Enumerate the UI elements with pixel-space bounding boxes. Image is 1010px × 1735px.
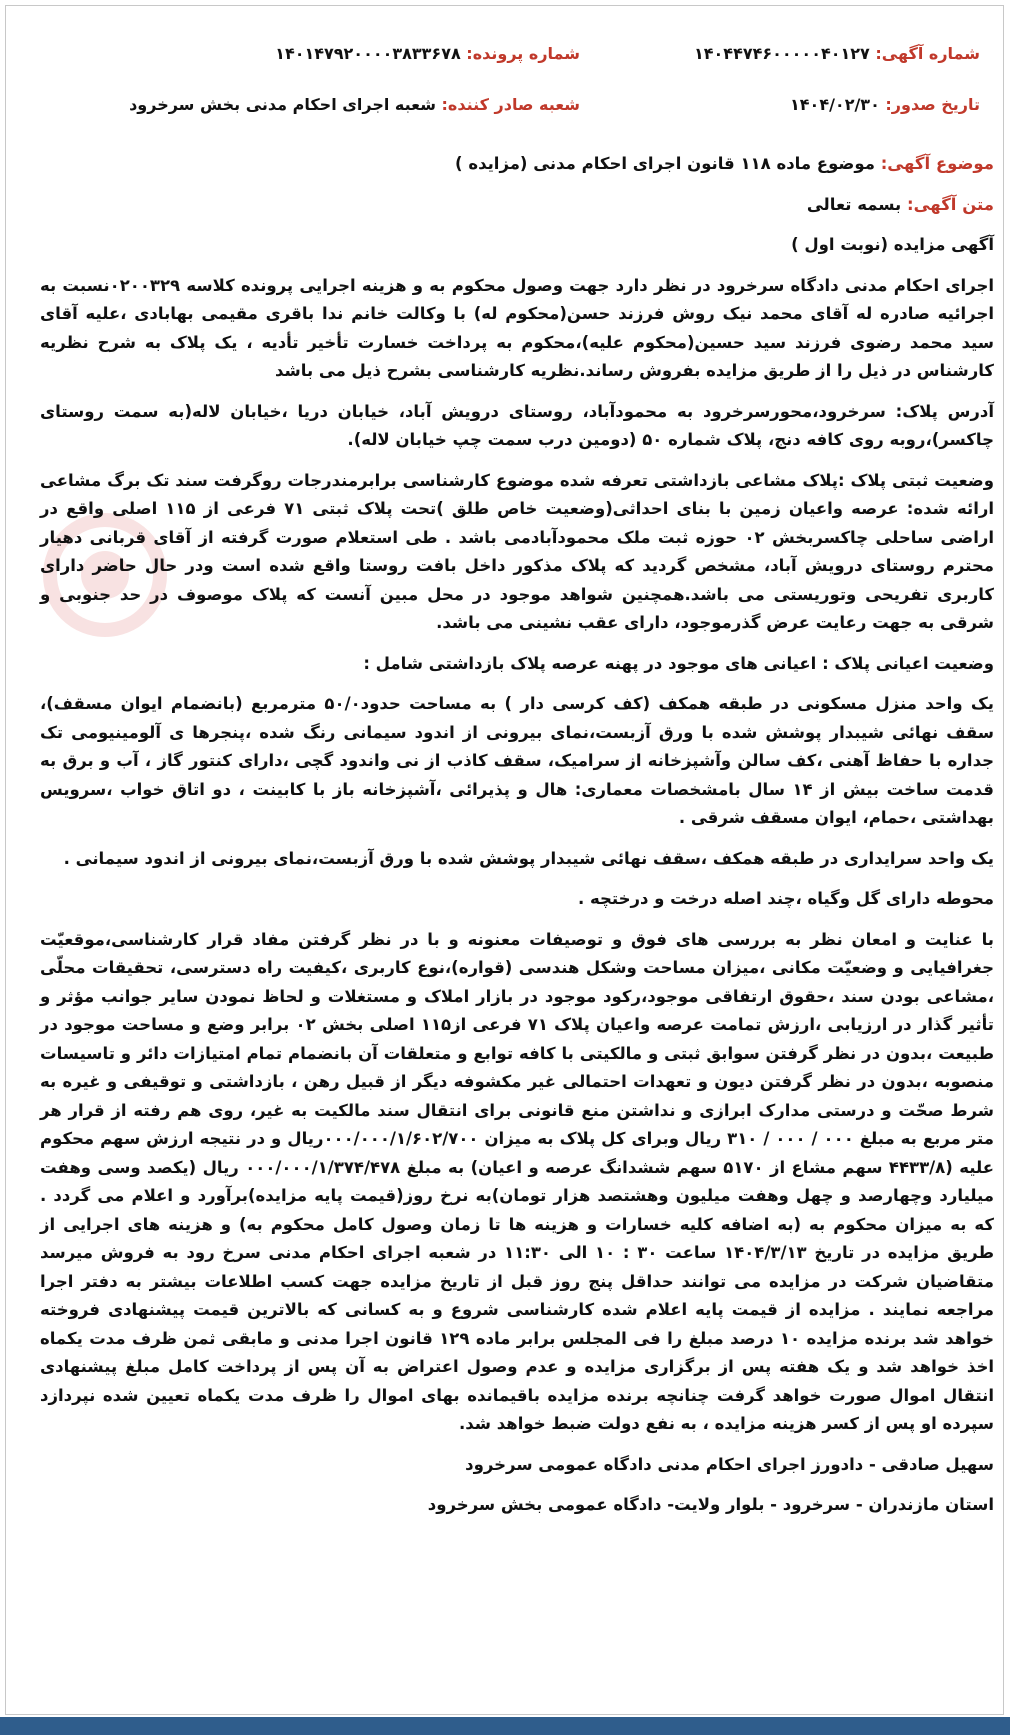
body-intro-value: بسمه تعالی — [806, 194, 902, 214]
issue-date-row — [790, 95, 980, 114]
notice-content — [40, 150, 994, 1532]
signature: سهیل صادقی - دادورز اجرای احکام مدنی دادگاه عمومی سرخرود — [465, 1454, 994, 1474]
issue-date: ۱۴۰۴/۰۲/۳۰ — [790, 95, 880, 114]
file-number-row — [275, 44, 580, 63]
issuing-branch-label: شعبه صادر کننده: — [441, 95, 580, 114]
file-number-label: شماره پرونده: — [466, 44, 580, 63]
court-address: استان مازندران - سرخرود - بلوار ولایت- دادگاه عمومی بخش سرخرود — [427, 1495, 994, 1514]
subject-row — [40, 150, 994, 179]
notice-title: آگهی مزایده (نوبت اول ) — [791, 235, 994, 254]
bottom-bar — [0, 1717, 1010, 1735]
notice-number-row — [694, 44, 980, 63]
notice-number-label: شماره آگهی: — [875, 44, 980, 63]
notice-number: ۱۴۰۴۴۷۴۶۰۰۰۰۰۴۰۱۲۷ — [694, 44, 870, 63]
paragraph: با عنایت و امعان نظر به بررسی های فوق و توصیفات معنونه و با در نظر گرفتن مفاد قرار کارشناسی،موقعیّت جغرافیایی و وضعیّت مکانی ،میزان مساحت وشکل هندسی (قواره)،نوع کاربری ،کیفیت راه دسترسی، تحقیقات محلّی ،مشاعی بودن سند ،حقوق ارتفاقی موجود،رکود موجود در بازار املاک و مستغلات و لحاظ نمودن سایر جوانب مؤثر و تأثیر گذار در ارزیابی ،ارزش تمامت عرصه واعیان پلاک ۷۱ فرعی از۱۱۵ اصلی بخش ۰۲ برابر وضع و مساحت موجود در طبیعت ،بدون در نظر گرفتن سوابق ثبتی و مالکیتی با کافه توابع و متعلقات آن بانضمام تمام امتیازات دائر و تاسیسات منصوبه ،بدون در نظر گرفتن دیون و تعهدات احتمالی غیر مکشوفه دیگر از قبیل رهن ، بازداشتی و توقیفی و غیره به شرط صحّت و درستی مدارک ابرازی و نداشتن منع قانونی برای انتقال سند مالکیت به غیر، روی هم رفته از قرار هر متر مربع به مبلغ ۰۰۰ / ۰۰۰ / ۳۱۰ ریال وبرای کل پلاک به میزان ۰۰۰/۰۰۰/۱/۶۰۲/۷۰۰ریال و در نتیجه ارزش سهم محکوم علیه (۴۴۳۳/۸ سهم مشاع از ۵۱۷۰ سهم ششدانگ عرصه و اعیان) به مبلغ ۰۰۰/۰۰۰/۱/۳۷۴/۴۷۸ ریال (یکصد وسی وهفت میلیارد وچهارصد و چهل وهفت میلیون وهشتصد هزار تومان)به نرخ روز(قیمت پایه مزایده)برآورد و اعلام می گردد . که به میزان محکوم به (به اضافه کلیه خسارات و هزینه ها تا زمان وصول کامل محکوم به) و هزینه های اجرایی از طریق مزایده در تاریخ ۱۴۰۴/۳/۱۳ ساعت ۳۰ : ۱۰ الی ۱۱:۳۰ در شعبه اجرای احکام مدنی سرخ رود به فروش میرسد متقاضیان شرکت در مزایده می توانند حداقل پنج روز قبل از تاریخ مزایده جهت کسب اطلاعات بیشتر به دفتر اجرا مراجعه نمایند . مزایده از قیمت پایه اعلام شده کارشناسی شروع و به کسانی که بالاترین قیمت پیشنهادی فروخته خواهد شد برنده مزایده ۱۰ درصد مبلغ را فی المجلس برابر ماده ۱۲۹ قانون اجرا مدنی و مابقی ثمن ظرف مدت یکماه اخذ خواهد شد و یک هفته پس از برگزاری مزایده و عدم وصول اعتراض به آن پس از پرداخت کامل مبلغ پیشنهادی انتقال اموال صورت خواهد گرفت چنانچه برنده مزایده باقیمانده بهای اموال را ظرف مدت یکماه تعیین شده نپردازد سپرده او پس از کسر هزینه مزایده ، به نفع دولت ضبط خواهد شد. — [40, 929, 994, 1433]
subject-value: موضوع ماده ۱۱۸ قانون اجرای احکام مدنی (مزایده ) — [455, 154, 875, 173]
subject-label: موضوع آگهی: — [880, 154, 994, 173]
file-number: ۱۴۰۱۴۷۹۲۰۰۰۰۳۸۳۳۶۷۸ — [275, 44, 461, 63]
body-intro-row — [40, 191, 994, 220]
body-intro-label: متن آگهی: — [907, 194, 994, 214]
paragraph: آدرس پلاک: سرخرود،محورسرخرود به محمودآباد، روستای درویش آباد، خیابان دریا ،خیابان لاله(به سمت روستای چاکسر)،روبه روی کافه دنج، پلاک شماره ۵۰ (دومین درب سمت چپ خیابان لاله). — [40, 401, 994, 449]
paragraph: وضعیت اعیانی پلاک : اعیانی های موجود در پهنه عرصه پلاک بازداشتی شامل : — [363, 653, 994, 673]
issue-date-label: تاریخ صدور: — [885, 95, 980, 114]
issuing-branch-row — [129, 95, 580, 114]
paragraph: وضعیت ثبتی پلاک :پلاک مشاعی بازداشتی تعرفه شده موضوع کارشناسی برابرمندرجات روگرفت سند تک برگ مشاعی ارائه شده: عرصه واعیان زمین با بنای احداثی(وضعیت خاص طلق )تحت پلاک ثبتی ۷۱ فرعی از ۱۱۵ اصلی واقع در اراضی ساحلی چاکسربخش ۰۲ حوزه ثبت ملک محمودآبادمی باشد . طی استعلام صورت گرفته از آقای قربانی دهیار محترم روستای درویش آباد، مشخص گردید که پلاک مذکور داخل بافت روستا واقع شده است ودر حال حاضر دارای کاربری تفریحی وتوریستی می باشد.همچنین شواهد موجود در محل مبین آنست که پلاک موصوف در حد جنوبی و شرقی به جهت رعایت عرض گذرموجود، دارای عقب نشینی می باشد. — [40, 470, 995, 632]
paragraph: یک واحد سرایداری در طبقه همکف ،سقف نهائی شیبدار پوشش شده با ورق آزبست،نمای بیرونی از اندود سیمانی . — [63, 848, 994, 868]
paragraph: یک واحد منزل مسکونی در طبقه همکف (کف کرسی دار ) به مساحت حدود۵۰/۰ مترمربع (بانضمام ایوان مسقف)، سقف نهائی شیبدار پوشش شده با ورق آزبست،نمای بیرونی از اندود سیمانی رنگ شده ،پنجرها ی آلومینیومی تک جداره با حفاظ آهنی ،کف سالن وآشپزخانه از سرامیک، سقف کاذب از نی واندود گچی ،دارای کنتور گاز ، آب و برق به قدمت ساخت بیش از ۱۴ سال بامشخصات معماری: هال و پذیرائی ،آشپزخانه باز با کابینت ، دو اتاق خواب ،سرویس بهداشتی ،حمام، ایوان مسقف شرقی . — [40, 694, 994, 827]
paragraph: اجرای احکام مدنی دادگاه سرخرود در نظر دارد جهت وصول محکوم به و هزینه اجرایی پرونده کلاسه ۰۲۰۰۳۲۹نسبت به اجرائیه صادره له آقای محمد نیک روش فرزند حسن(محکوم له) با وکالت خانم ندا باقری مقیمی بهابادی ،علیه آقای سید محمد رضوی فرزند سید حسین(محکوم علیه)،محکوم به پرداخت خسارت تأخیر تأدیه ، یک پلاک به شرح نظریه کارشناس در ذیل را از طریق مزایده بفروش رساند.نظریه کارشناسی بشرح ذیل می باشد — [40, 275, 994, 380]
paragraph: محوطه دارای گل وگیاه ،چند اصله درخت و درختچه . — [577, 889, 994, 908]
issuing-branch: شعبه اجرای احکام مدنی بخش سرخرود — [129, 95, 436, 114]
